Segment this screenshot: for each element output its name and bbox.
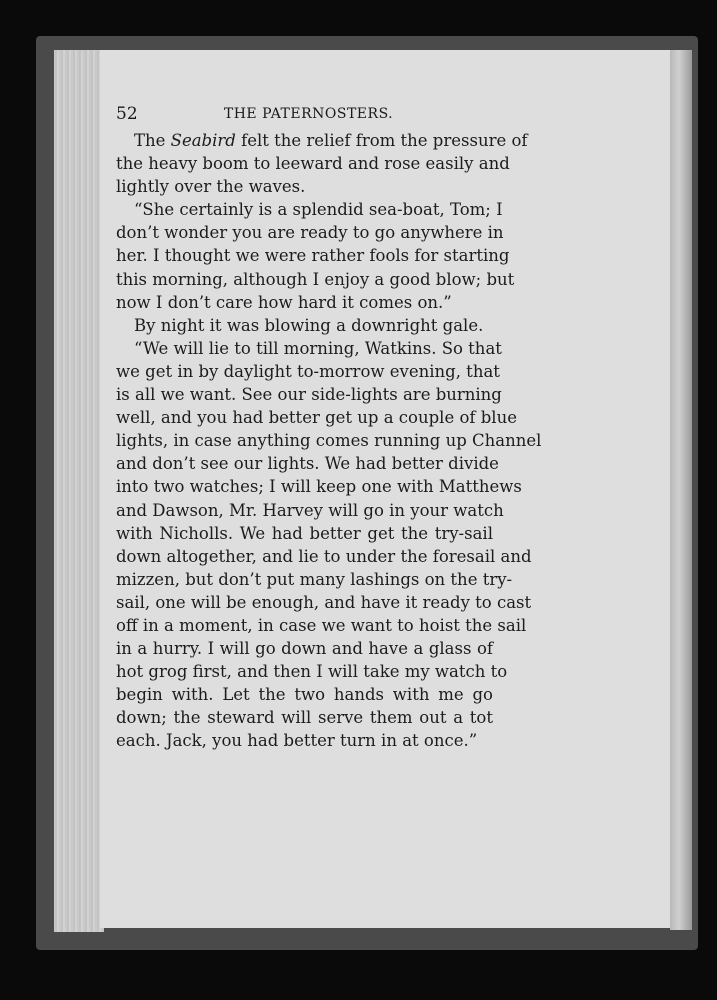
text-line: “She certainly is a splendid sea-boat, Tom; I — [134, 200, 503, 220]
text-line: begin with. Let the two hands with me go — [116, 685, 493, 705]
text-line: in a hurry. I will go down and have a glass of — [116, 639, 493, 659]
text-line: hot grog first, and then I will take my watch to — [116, 662, 508, 682]
text-line: and Dawson, Mr. Harvey will go in your watch — [116, 500, 504, 520]
text-line: mizzen, but don’t put many lashings on the try- — [116, 569, 513, 589]
text-line: well, and you had better get up a couple of blue — [116, 408, 517, 428]
body-text — [116, 129, 542, 753]
text-line: we get in by daylight to-morrow evening, that — [116, 361, 500, 381]
page-edges — [54, 50, 104, 932]
text-line: now I don’t care how hard it comes on.” — [116, 292, 452, 312]
text-line: The Seabird felt the relief from the pressure of — [134, 131, 528, 150]
text-line: down altogether, and lie to under the foresail and — [116, 546, 532, 566]
running-title: THE PATERNOSTERS. — [223, 106, 394, 122]
text-line: each. Jack, you had better turn in at once.” — [116, 731, 478, 751]
text-line: “We will lie to till morning, Watkins. So that — [134, 338, 502, 358]
ship-name: Seabird — [170, 131, 236, 150]
text-line: lightly over the waves. — [116, 177, 306, 197]
text-line: don’t wonder you are ready to go anywhere in — [116, 223, 504, 243]
text-line: off in a moment, in case we want to hoist the sail — [116, 615, 527, 635]
text-line: and don’t see our lights. We had better divide — [116, 454, 499, 474]
text-line: down; the steward will serve them out a tot — [116, 708, 493, 728]
text-line: the heavy boom to leeward and rose easily and — [116, 154, 510, 174]
right-page-edge — [670, 50, 692, 930]
text-line: this morning, although I enjoy a good blow; but — [116, 269, 515, 289]
text-line: is all we want. See our side-lights are burning — [116, 385, 502, 405]
text-line: sail, one will be enough, and have it ready to cast — [116, 592, 532, 612]
text-line: her. I thought we were rather fools for starting — [116, 246, 510, 266]
text-line: into two watches; I will keep one with Matthews — [116, 477, 522, 497]
page-number: 52 — [116, 104, 138, 124]
text-line: lights, in case anything comes running up Channel — [116, 431, 542, 451]
text-line: By night it was blowing a downright gale. — [134, 315, 484, 335]
page-header — [116, 104, 501, 128]
text-line: with Nicholls. We had better get the try-sail — [116, 523, 493, 543]
